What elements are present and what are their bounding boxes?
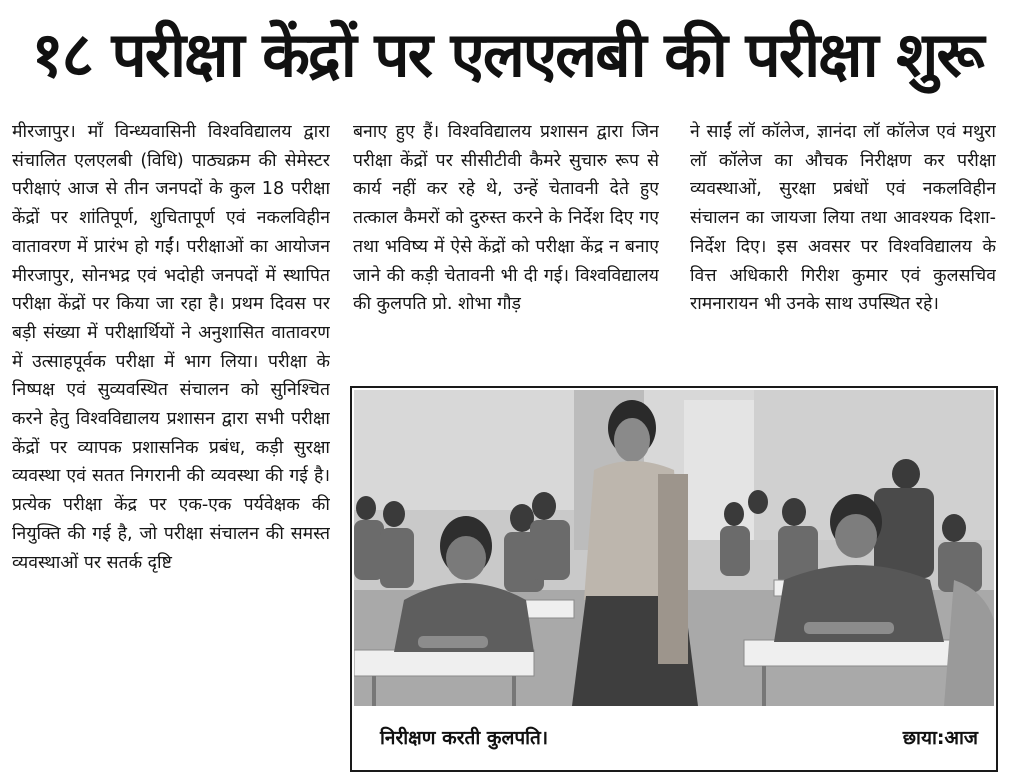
headline: १८ परीक्षा केंद्रों पर एलएलबी की परीक्षा शुरू: [31, 18, 983, 91]
window: [684, 400, 754, 540]
photo-caption: निरीक्षण करती कुलपति।: [380, 727, 549, 749]
caption-bar: [354, 708, 994, 768]
photo-frame: [350, 386, 998, 772]
exam-hall-photo: [354, 390, 994, 706]
article-column-2: बनाए हुए हैं। विश्वविद्यालय प्रशासन द्वारा जिन परीक्षा केंद्रों पर सीसीटीवी कैमरे सुचारु रूप से कार्य नहीं कर रहे थे, उन्हें चेतावनी देते हुए तत्काल कैमरों को दुरुस्त करने के निर्देश दिए गए तथा भविष्य में ऐसे केंद्रों को परीक्षा केंद्र न बनाए जाने की कड़ी चेतावनी भी दी गई। विश्वविद्यालय की कुलपति प्रो. शोभा गौड़: [353, 122, 659, 315]
exam-hall-illustration: [354, 390, 994, 706]
article-column-1: मीरजापुर। माँ विन्ध्यवासिनी विश्वविद्यालय द्वारा संचालित एलएलबी (विधि) पाठ्यक्रम की सेमेस्टर परीक्षाएं आज से तीन जनपदों के कुल 18 परीक्षा केंद्रों पर शांतिपूर्ण, शुचितापूर्ण एवं नकलविहीन वातावरण में प्रारंभ हो गईं। परीक्षाओं का आयोजन मीरजापुर, सोनभद्र एवं भदोही जनपदों में स्थापित परीक्षा केंद्रों पर किया जा रहा है। प्रथम दिवस पर बड़ी संख्या में परीक्षार्थियों ने अनुशासित वातावरण में उत्साहपूर्वक परीक्षा में भाग लिया। परीक्षा के निष्पक्ष एवं सुव्यवस्थित संचालन को सुनिश्चित करने हेतु विश्वविद्यालय प्रशासन द्वारा सभी परीक्षा केंद्रों पर व्यापक प्रशासनिक प्रबंध, कड़ी सुरक्षा व्यवस्था एवं सतत निगरानी की व्यवस्था की गई है। प्रत्येक परीक्षा केंद्र पर एक-एक पर्यवेक्षक की नियुक्ति की गई है, जो परीक्षा संचालन की समस्त व्यवस्थाओं पर सतर्क दृष्टि: [12, 122, 330, 573]
article-column-3: ने साईं लॉ कॉलेज, ज्ञानंदा लॉ कॉलेज एवं मथुरा लॉ कॉलेज का औचक निरीक्षण कर परीक्षा व्यवस्थाओं, सुरक्षा प्रबंधों एवं नकलविहीन संचालन का जायजा लिया तथा आवश्यक दिशा-निर्देश दिए। इस अवसर पर विश्वविद्यालय के वित्त अधिकारी गिरीश कुमार एवं कुलसचिव रामनारायन भी उनके साथ उपस्थित रहे।: [690, 122, 996, 315]
photo-credit: छाया:आज: [902, 727, 978, 749]
